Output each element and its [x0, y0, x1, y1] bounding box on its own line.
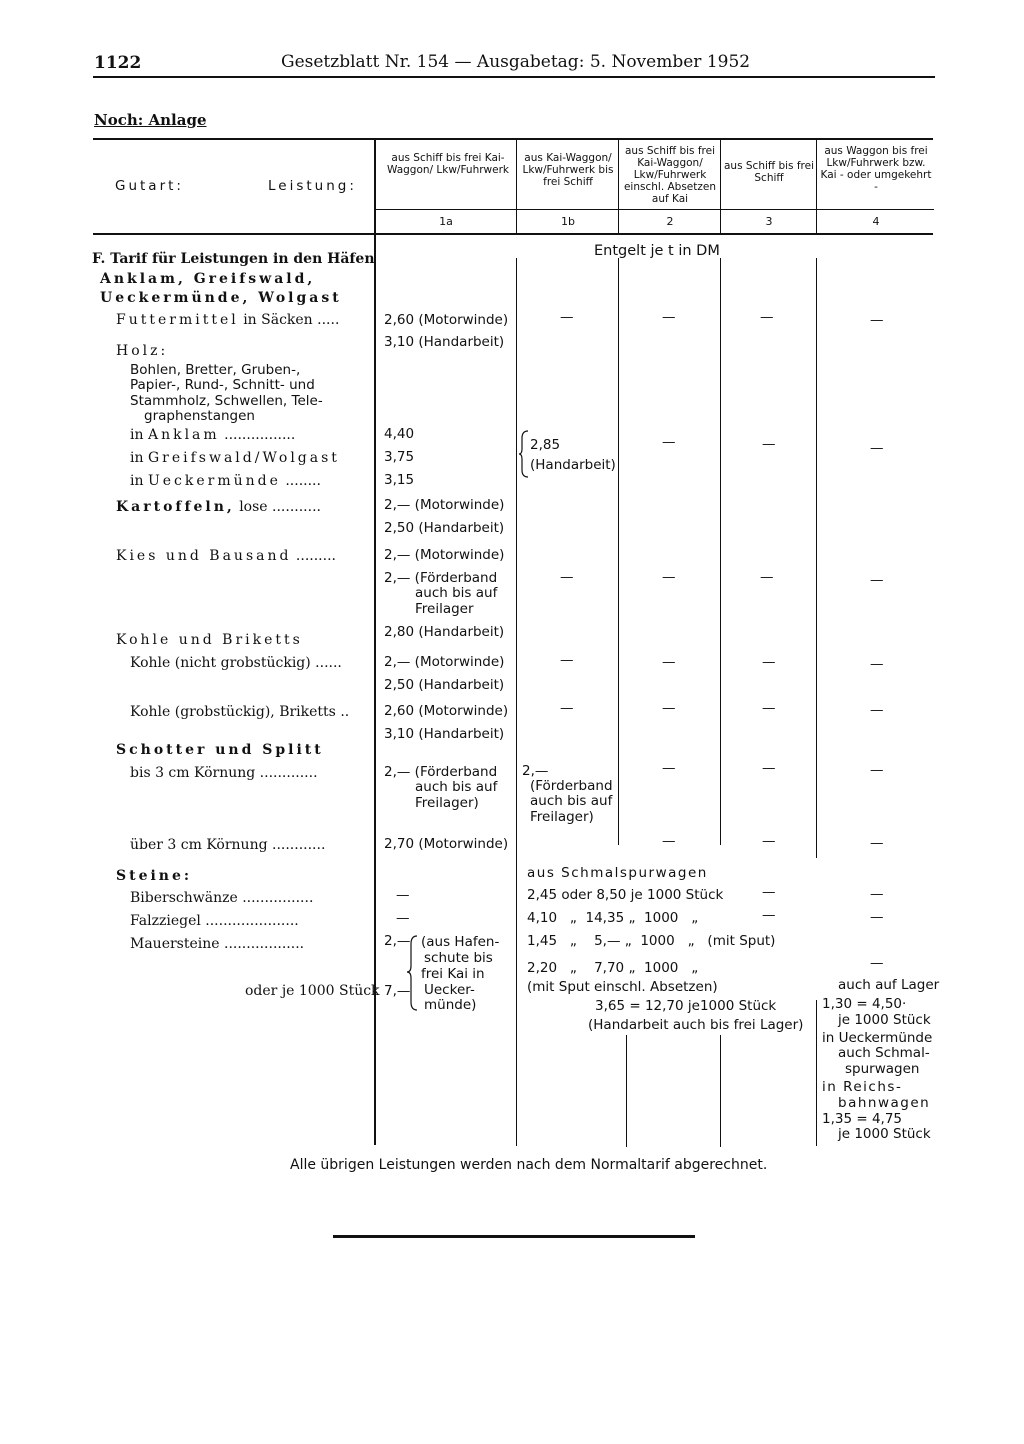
body-vline-6: [626, 1035, 627, 1147]
futtermittel-1a-b: 3,10 (Handarbeit): [384, 334, 505, 350]
schotter-bis3-1b-3: auch bis auf: [530, 793, 613, 809]
col4-extra-10: je 1000 Stück: [838, 1126, 931, 1142]
schotter-ueber3-2: —: [662, 833, 676, 849]
steine-hafen-5: münde): [424, 997, 477, 1013]
row-holz-label: Holz:: [116, 343, 169, 359]
kies-1a-b2: auch bis auf: [415, 585, 498, 601]
steine-mauer-1b-1: 1,45 „ 5,— „ 1000 „ (mit Sput): [527, 933, 776, 949]
steine-mauer-1a-1: 2,—: [384, 933, 411, 949]
hdr-vline-4: [720, 140, 721, 233]
steine-mauer-4: —: [870, 955, 884, 971]
steine-falz-label: Falzziegel .....................: [130, 913, 299, 929]
kohle-1a-top: 2,80 (Handarbeit): [384, 624, 505, 640]
col4-extra-8: bahnwagen: [838, 1095, 931, 1111]
futtermittel-2: —: [662, 309, 676, 325]
section-f-line1: F. Tarif für Leistungen in den Häfen: [92, 251, 375, 267]
holz-desc-2: Papier-, Rund-, Schnitt- und: [130, 377, 315, 393]
row-steine-label: Steine:: [116, 868, 193, 884]
steine-biber-3: —: [762, 884, 776, 900]
section-title: Noch: Anlage: [94, 111, 207, 129]
col4-extra-7: in Reichs-: [822, 1079, 903, 1095]
hdr-vline-5: [816, 140, 817, 233]
hdr-vline-2: [516, 140, 517, 233]
row-kies-label: Kies und Bausand .........: [116, 548, 336, 564]
schotter-ueber3-3: —: [762, 833, 776, 849]
holz-desc-4: graphenstangen: [144, 408, 255, 424]
steine-biber-4: —: [870, 886, 884, 902]
steine-hafen-2: schute bis: [424, 950, 493, 966]
steine-falz-1b: 4,10 „ 14,35 „ 1000 „: [527, 910, 699, 926]
col-1a-num: 1a: [439, 215, 453, 228]
steine-mauer-1b-3: (mit Sput einschl. Absetzen): [527, 979, 718, 995]
page-title: Gesetzblatt Nr. 154 — Ausgabetag: 5. November 1952: [281, 52, 751, 72]
futtermittel-3: —: [760, 309, 774, 325]
hdr-vline-3: [618, 140, 619, 233]
steine-biber-label: Biberschwänze ................: [130, 890, 314, 906]
kohle-grob-3: —: [762, 700, 776, 716]
col4-extra-1: auch auf Lager: [838, 977, 940, 993]
kies-1a-b3: Freilager: [415, 601, 474, 617]
footer-note: Alle übrigen Leistungen werden nach dem Normaltarif abgerechnet.: [290, 1157, 768, 1173]
steine-falz-4: —: [870, 909, 884, 925]
col4-extra-5: auch Schmal-: [838, 1045, 930, 1061]
table-top-rule: [93, 138, 933, 140]
holz-4: —: [870, 440, 884, 456]
col-1a-header: aus Schiff bis frei Kai-Waggon/ Lkw/Fuhrwerk: [386, 152, 510, 176]
kartoffeln-1a-b: 2,50 (Handarbeit): [384, 520, 505, 536]
col-4-num: 4: [872, 215, 880, 228]
body-vline-5: [816, 258, 817, 858]
kies-3: —: [760, 569, 774, 585]
col4-extra-4: in Ueckermünde: [822, 1030, 933, 1046]
steine-oder-label: oder je 1000 Stück: [245, 983, 380, 999]
kies-1a-b1: 2,— (Förderband: [384, 570, 498, 586]
row-kartoffeln-label: Kartoffeln, lose ...........: [116, 499, 321, 515]
row-futtermittel-label: Futtermittel in Säcken .....: [116, 312, 340, 328]
body-vline-7: [720, 1035, 721, 1147]
schotter-bis3-2: —: [662, 760, 676, 776]
section-f-line3: Ueckermünde, Wolgast: [100, 290, 342, 306]
gutart-label: Gutart:: [115, 178, 184, 194]
steine-hafen-4: Uecker-: [424, 982, 475, 998]
steine-mauer-1b-2: 2,20 „ 7,70 „ 1000 „: [527, 960, 699, 976]
kohle-grob-4: —: [870, 702, 884, 718]
schotter-bis3-1a-3: Freilager): [415, 795, 479, 811]
section-f-line2: Anklam, Greifswald,: [100, 271, 316, 287]
schotter-bis3-label: bis 3 cm Körnung .............: [130, 765, 318, 781]
row-kohle-label: Kohle und Briketts: [116, 632, 303, 648]
footer-rule: [333, 1235, 695, 1238]
steine-hafen-1: (aus Hafen-: [421, 934, 500, 950]
body-vline-4: [720, 258, 721, 845]
kohle-grob-1a-b: 3,10 (Handarbeit): [384, 726, 505, 742]
holz-anklam-1a: 4,40: [384, 426, 415, 442]
kohle-grob-2: —: [662, 700, 676, 716]
body-vline-3: [618, 258, 619, 845]
kohle-grob-1b: —: [560, 700, 574, 716]
holz-1b-a: 2,85: [530, 437, 561, 453]
schotter-bis3-1b-4: Freilager): [530, 809, 594, 825]
col-3-header: aus Schiff bis frei Schiff: [723, 160, 815, 184]
schotter-bis3-1b-1: 2,—: [522, 763, 549, 779]
col-4-header: aus Waggon bis frei Lkw/Fuhrwerk bzw. Kai - oder umgekehrt -: [820, 145, 932, 193]
futtermittel-4: —: [870, 312, 884, 328]
leistung-label: Leistung:: [268, 178, 357, 194]
steine-mauer-label: Mauersteine ..................: [130, 936, 305, 952]
kies-1b: —: [560, 569, 574, 585]
kohle-grob-label: Kohle (grobstückig), Briketts ..: [130, 704, 350, 720]
kies-1a: 2,— (Motorwinde): [384, 547, 505, 563]
col4-extra-3: je 1000 Stück: [838, 1012, 931, 1028]
schotter-bis3-3: —: [762, 760, 776, 776]
entgelt-label: Entgelt je t in DM: [594, 243, 720, 259]
col-2-num: 2: [666, 215, 674, 228]
kohle-nicht-label: Kohle (nicht grobstückig) ......: [130, 655, 342, 671]
steine-mauer-1b-5: (Handarbeit auch bis frei Lager): [588, 1017, 804, 1033]
col-1b-header: aus Kai-Waggon/ Lkw/Fuhrwerk bis frei Schiff: [522, 152, 614, 188]
schotter-bis3-1b-2: (Förderband: [530, 778, 613, 794]
schotter-ueber3-4: —: [870, 835, 884, 851]
holz-anklam-label: in Anklam ................: [130, 427, 296, 443]
schotter-ueber3-1a: 2,70 (Motorwinde): [384, 836, 509, 852]
body-vline-2: [516, 258, 517, 1146]
hdr-num-rule: [374, 209, 934, 210]
col4-extra-6: spurwagen: [845, 1061, 920, 1077]
col-2-header: aus Schiff bis frei Kai-Waggon/ Lkw/Fuhrwerk einschl. Absetzen auf Kai: [623, 145, 717, 205]
schotter-bis3-1a-2: auch bis auf: [415, 779, 498, 795]
brace-icon: [405, 934, 419, 1012]
steine-falz-1a: —: [396, 910, 410, 926]
holz-2: —: [662, 434, 676, 450]
holz-1b-b: (Handarbeit): [530, 457, 616, 473]
steine-mauer-1b-4: 3,65 = 12,70 je1000 Stück: [595, 998, 777, 1014]
kies-4: —: [870, 572, 884, 588]
col4-extra-9: 1,35 = 4,75: [822, 1111, 903, 1127]
col-1b-num: 1b: [561, 215, 575, 228]
steine-mauer-1a-2: 7,—: [384, 983, 411, 999]
holz-greifswald-1a: 3,75: [384, 449, 415, 465]
kohle-nicht-3: —: [762, 654, 776, 670]
col-3-num: 3: [765, 215, 773, 228]
holz-desc-3: Stammholz, Schwellen, Tele-: [130, 393, 323, 409]
kohle-nicht-1a: 2,— (Motorwinde): [384, 654, 505, 670]
kohle-nicht-1a-b: 2,50 (Handarbeit): [384, 677, 505, 693]
body-vline-1: [374, 235, 376, 1145]
futtermittel-1a: 2,60 (Motorwinde): [384, 312, 509, 328]
kohle-nicht-1b: —: [560, 652, 574, 668]
schotter-bis3-1a-1: 2,— (Förderband: [384, 764, 498, 780]
kohle-grob-1a: 2,60 (Motorwinde): [384, 703, 509, 719]
col4-extra-2: 1,30 = 4,50·: [822, 996, 907, 1012]
schotter-bis3-4: —: [870, 762, 884, 778]
steine-falz-3: —: [762, 907, 776, 923]
kohle-nicht-4: —: [870, 656, 884, 672]
steine-schmal: aus Schmalspurwagen: [527, 865, 708, 881]
kohle-nicht-2: —: [662, 654, 676, 670]
steine-biber-1a: —: [396, 887, 410, 903]
steine-biber-1b: 2,45 oder 8,50 je 1000 Stück: [527, 887, 724, 903]
futtermittel-1b: —: [560, 309, 574, 325]
row-schotter-label: Schotter und Splitt: [116, 742, 324, 758]
body-vline-8: [816, 1000, 817, 1146]
holz-greifswald-label: in Greifswald/Wolgast: [130, 450, 340, 466]
steine-hafen-3: frei Kai in: [421, 966, 485, 982]
holz-ueckermuende-label: in Ueckermünde ........: [130, 473, 321, 489]
holz-desc-1: Bohlen, Bretter, Gruben-,: [130, 362, 301, 378]
schotter-ueber3-label: über 3 cm Körnung ............: [130, 837, 326, 853]
kartoffeln-1a: 2,— (Motorwinde): [384, 497, 505, 513]
holz-ueckermuende-1a: 3,15: [384, 472, 415, 488]
holz-3: —: [762, 436, 776, 452]
header-bottom-rule: [93, 233, 933, 235]
kies-2: —: [662, 569, 676, 585]
page-number: 1122: [94, 53, 142, 73]
header-rule: [93, 76, 935, 78]
